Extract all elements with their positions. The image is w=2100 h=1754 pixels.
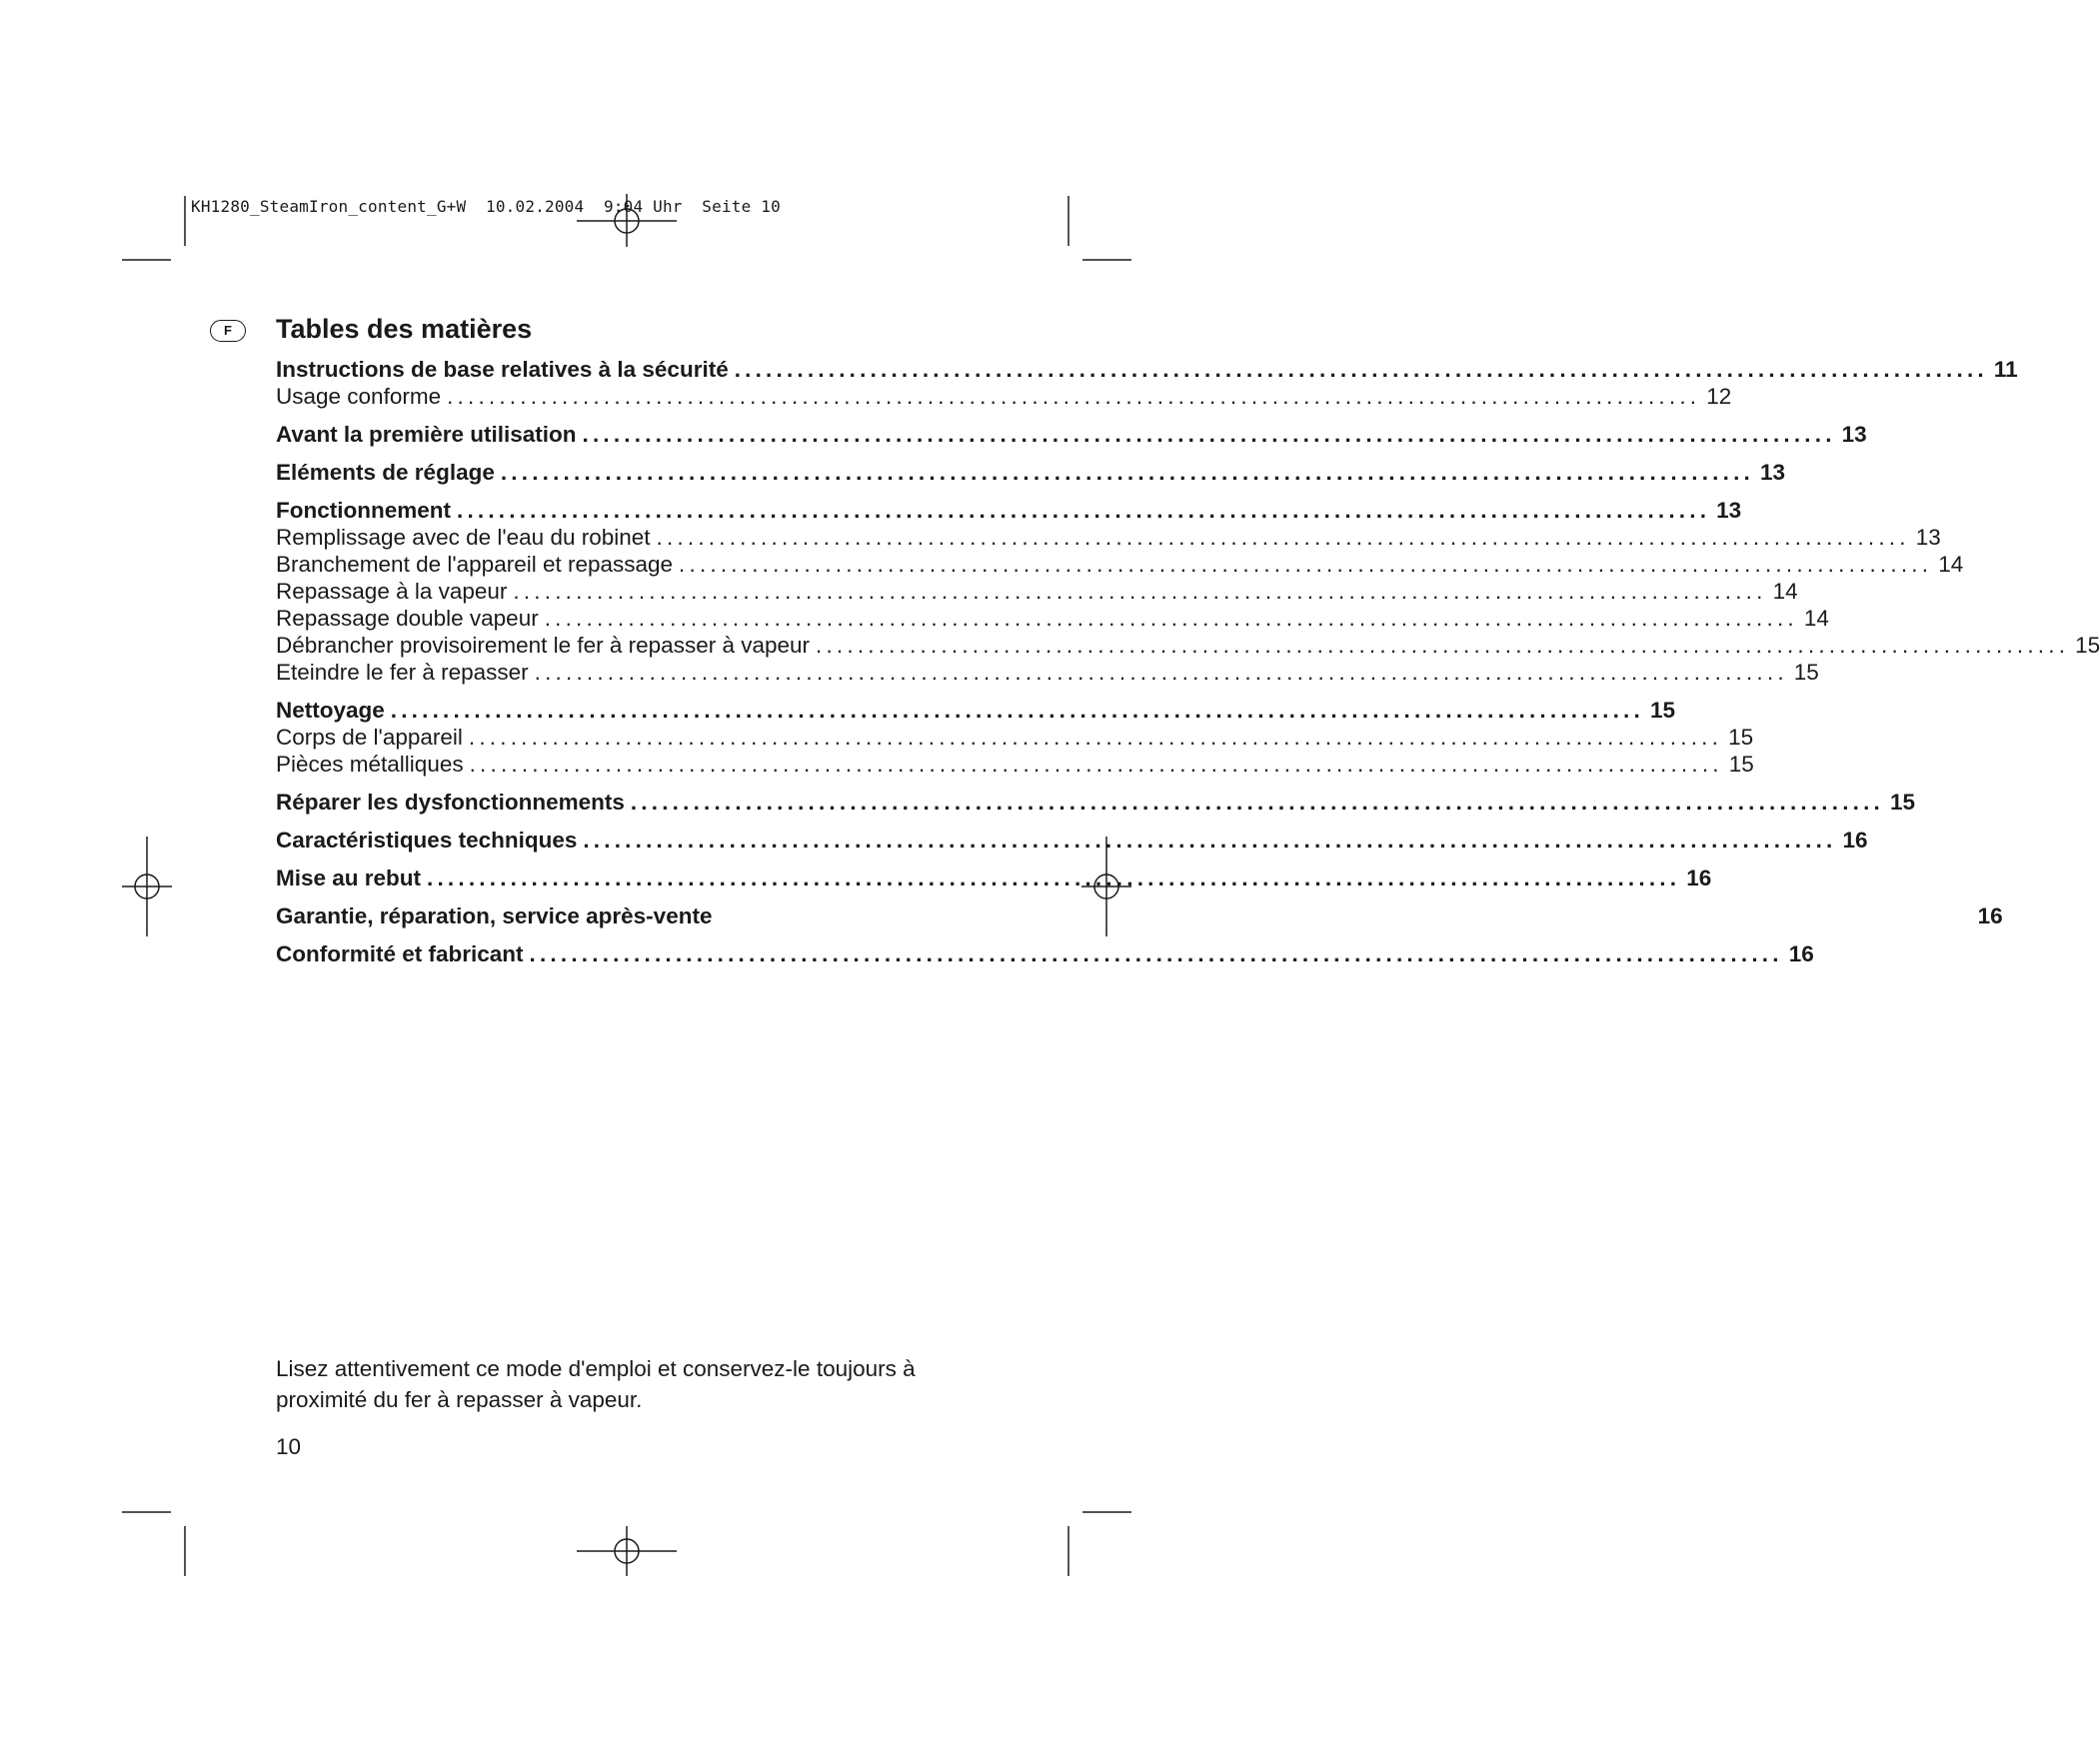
dot-leader: ........................................................................................................................	[427, 866, 1681, 890]
toc-entry-label: Garantie, réparation, service après-vente	[276, 903, 713, 928]
toc-entry	[276, 632, 2100, 659]
toc-entry-page: 14	[1803, 606, 1829, 631]
toc-entry-label: Repassage à la vapeur	[276, 579, 508, 604]
dot-leader: ........................................................................................................................	[734, 357, 1988, 382]
dot-leader: ........................................................................................................................	[457, 498, 1711, 523]
toc-section	[276, 902, 2003, 929]
toc-entry-page: 13	[1716, 498, 1742, 523]
toc-entry-label: Avant la première utilisation	[276, 422, 577, 447]
toc-heading	[276, 827, 1868, 854]
toc-entry-label: Repassage double vapeur	[276, 606, 539, 631]
toc-entry-label: Eléments de réglage	[276, 460, 495, 485]
registration-mark-bottom	[577, 1526, 677, 1576]
dot-leader: ........................................................................................................................	[469, 752, 1723, 777]
toc-section	[276, 827, 1868, 854]
dot-leader: ........................................................................................................................	[468, 725, 1723, 750]
toc-heading	[276, 940, 1814, 967]
toc-heading	[276, 356, 2018, 383]
toc-entry-label: Instructions de base relatives à la sécurité	[276, 357, 729, 382]
toc-entry-page: 14	[1772, 579, 1798, 604]
dot-leader: ........................................................................................................................	[529, 941, 1783, 966]
dot-leader: ........................................................................................................................	[582, 422, 1836, 447]
dot-leader: ........................................................................................................................	[679, 552, 1933, 577]
dot-leader: ........................................................................................................................	[544, 606, 1798, 631]
toc-section	[276, 865, 1712, 891]
toc-entry	[276, 751, 1754, 778]
dot-leader: ........................................................................................................................	[447, 384, 1701, 409]
toc-entry-label: Débrancher provisoirement le fer à repasser à vapeur	[276, 633, 811, 658]
toc-entry-label: Remplissage avec de l'eau du robinet	[276, 525, 651, 550]
toc-section	[276, 356, 2018, 410]
toc-entry-label: Usage conforme	[276, 384, 442, 409]
toc-entry-page: 16	[1686, 866, 1712, 890]
toc-entry-label: Réparer les dysfonctionnements	[276, 790, 625, 815]
toc-entry-page: 13	[1915, 525, 1941, 550]
toc-entry-label: Fonctionnement	[276, 498, 451, 523]
toc-entry-label: Branchement de l'appareil et repassage	[276, 552, 674, 577]
toc-entry-page: 16	[1788, 941, 1814, 966]
toc-section	[276, 497, 2100, 686]
page-number: 10	[276, 1434, 302, 1459]
toc-entry-page: 16	[1842, 828, 1868, 853]
instruction-note: Lisez attentivement ce mode d'emploi et conservez-le toujours à proximité du fer à repasser à vapeur.	[276, 1356, 916, 1412]
dot-leader: ........................................................................................................................	[534, 660, 1788, 685]
toc-section	[276, 697, 1754, 778]
toc-entry-page: 15	[1793, 660, 1819, 685]
toc-entry-page: 15	[1728, 752, 1754, 777]
toc-entry	[276, 551, 1964, 578]
toc-entry-page: 15	[1649, 698, 1675, 723]
toc-entry-page: 11	[1993, 357, 2018, 382]
toc-heading	[276, 497, 1742, 524]
toc-entry-label: Caractéristiques techniques	[276, 828, 578, 853]
print-slug-header: KH1280_SteamIron_content_G+W 10.02.2004 9:04 Uhr Seite 10	[191, 197, 781, 216]
dot-leader: ........................................................................................................................	[390, 698, 1644, 723]
toc-entry-label: Eteindre le fer à repasser	[276, 660, 529, 685]
dot-leader: ........................................................................................................................	[513, 579, 1767, 604]
toc-entry-label: Conformité et fabricant	[276, 941, 524, 966]
toc-entry	[276, 605, 1829, 632]
dot-leader: ........................................................................................................................	[630, 790, 1885, 815]
page-title: Tables des matières	[276, 314, 533, 344]
toc-entry	[276, 724, 1754, 751]
toc-entry-page: 13	[1841, 422, 1867, 447]
registration-mark-left	[122, 837, 172, 936]
toc-entry-label: Corps de l'appareil	[276, 725, 463, 750]
toc-heading	[276, 697, 1675, 724]
toc-section	[276, 421, 1867, 448]
toc-section	[276, 459, 1786, 486]
toc-entry-page: 15	[1728, 725, 1754, 750]
toc-entry-page: 15	[2075, 633, 2100, 658]
dot-leader: ........................................................................................................................	[500, 460, 1754, 485]
toc-heading	[276, 421, 1867, 448]
toc-entry	[276, 578, 1798, 605]
toc-entry-label: Pièces métalliques	[276, 752, 464, 777]
toc-entry-page: 15	[1890, 790, 1916, 815]
toc-entry	[276, 383, 1732, 410]
toc-heading	[276, 789, 1916, 816]
toc-entry-label: Nettoyage	[276, 698, 385, 723]
toc-entry	[276, 524, 1941, 551]
dot-leader: ........................................................................................................................	[583, 828, 1837, 853]
toc-heading	[276, 865, 1712, 891]
toc-entry-page: 16	[1977, 903, 2003, 928]
toc-heading	[276, 902, 2003, 929]
toc-entry-label: Mise au rebut	[276, 866, 422, 890]
toc-entry-page: 12	[1706, 384, 1732, 409]
dot-leader: ........................................................................................................................	[816, 633, 2070, 658]
table-of-contents	[276, 356, 2100, 978]
language-badge: F	[210, 320, 246, 342]
dot-leader: ........................................................................................................................	[656, 525, 1910, 550]
toc-entry-page: 14	[1938, 552, 1964, 577]
toc-entry-page: 13	[1760, 460, 1786, 485]
toc-section	[276, 789, 1916, 816]
toc-heading	[276, 459, 1786, 486]
toc-section	[276, 940, 1814, 967]
toc-entry	[276, 659, 1819, 686]
